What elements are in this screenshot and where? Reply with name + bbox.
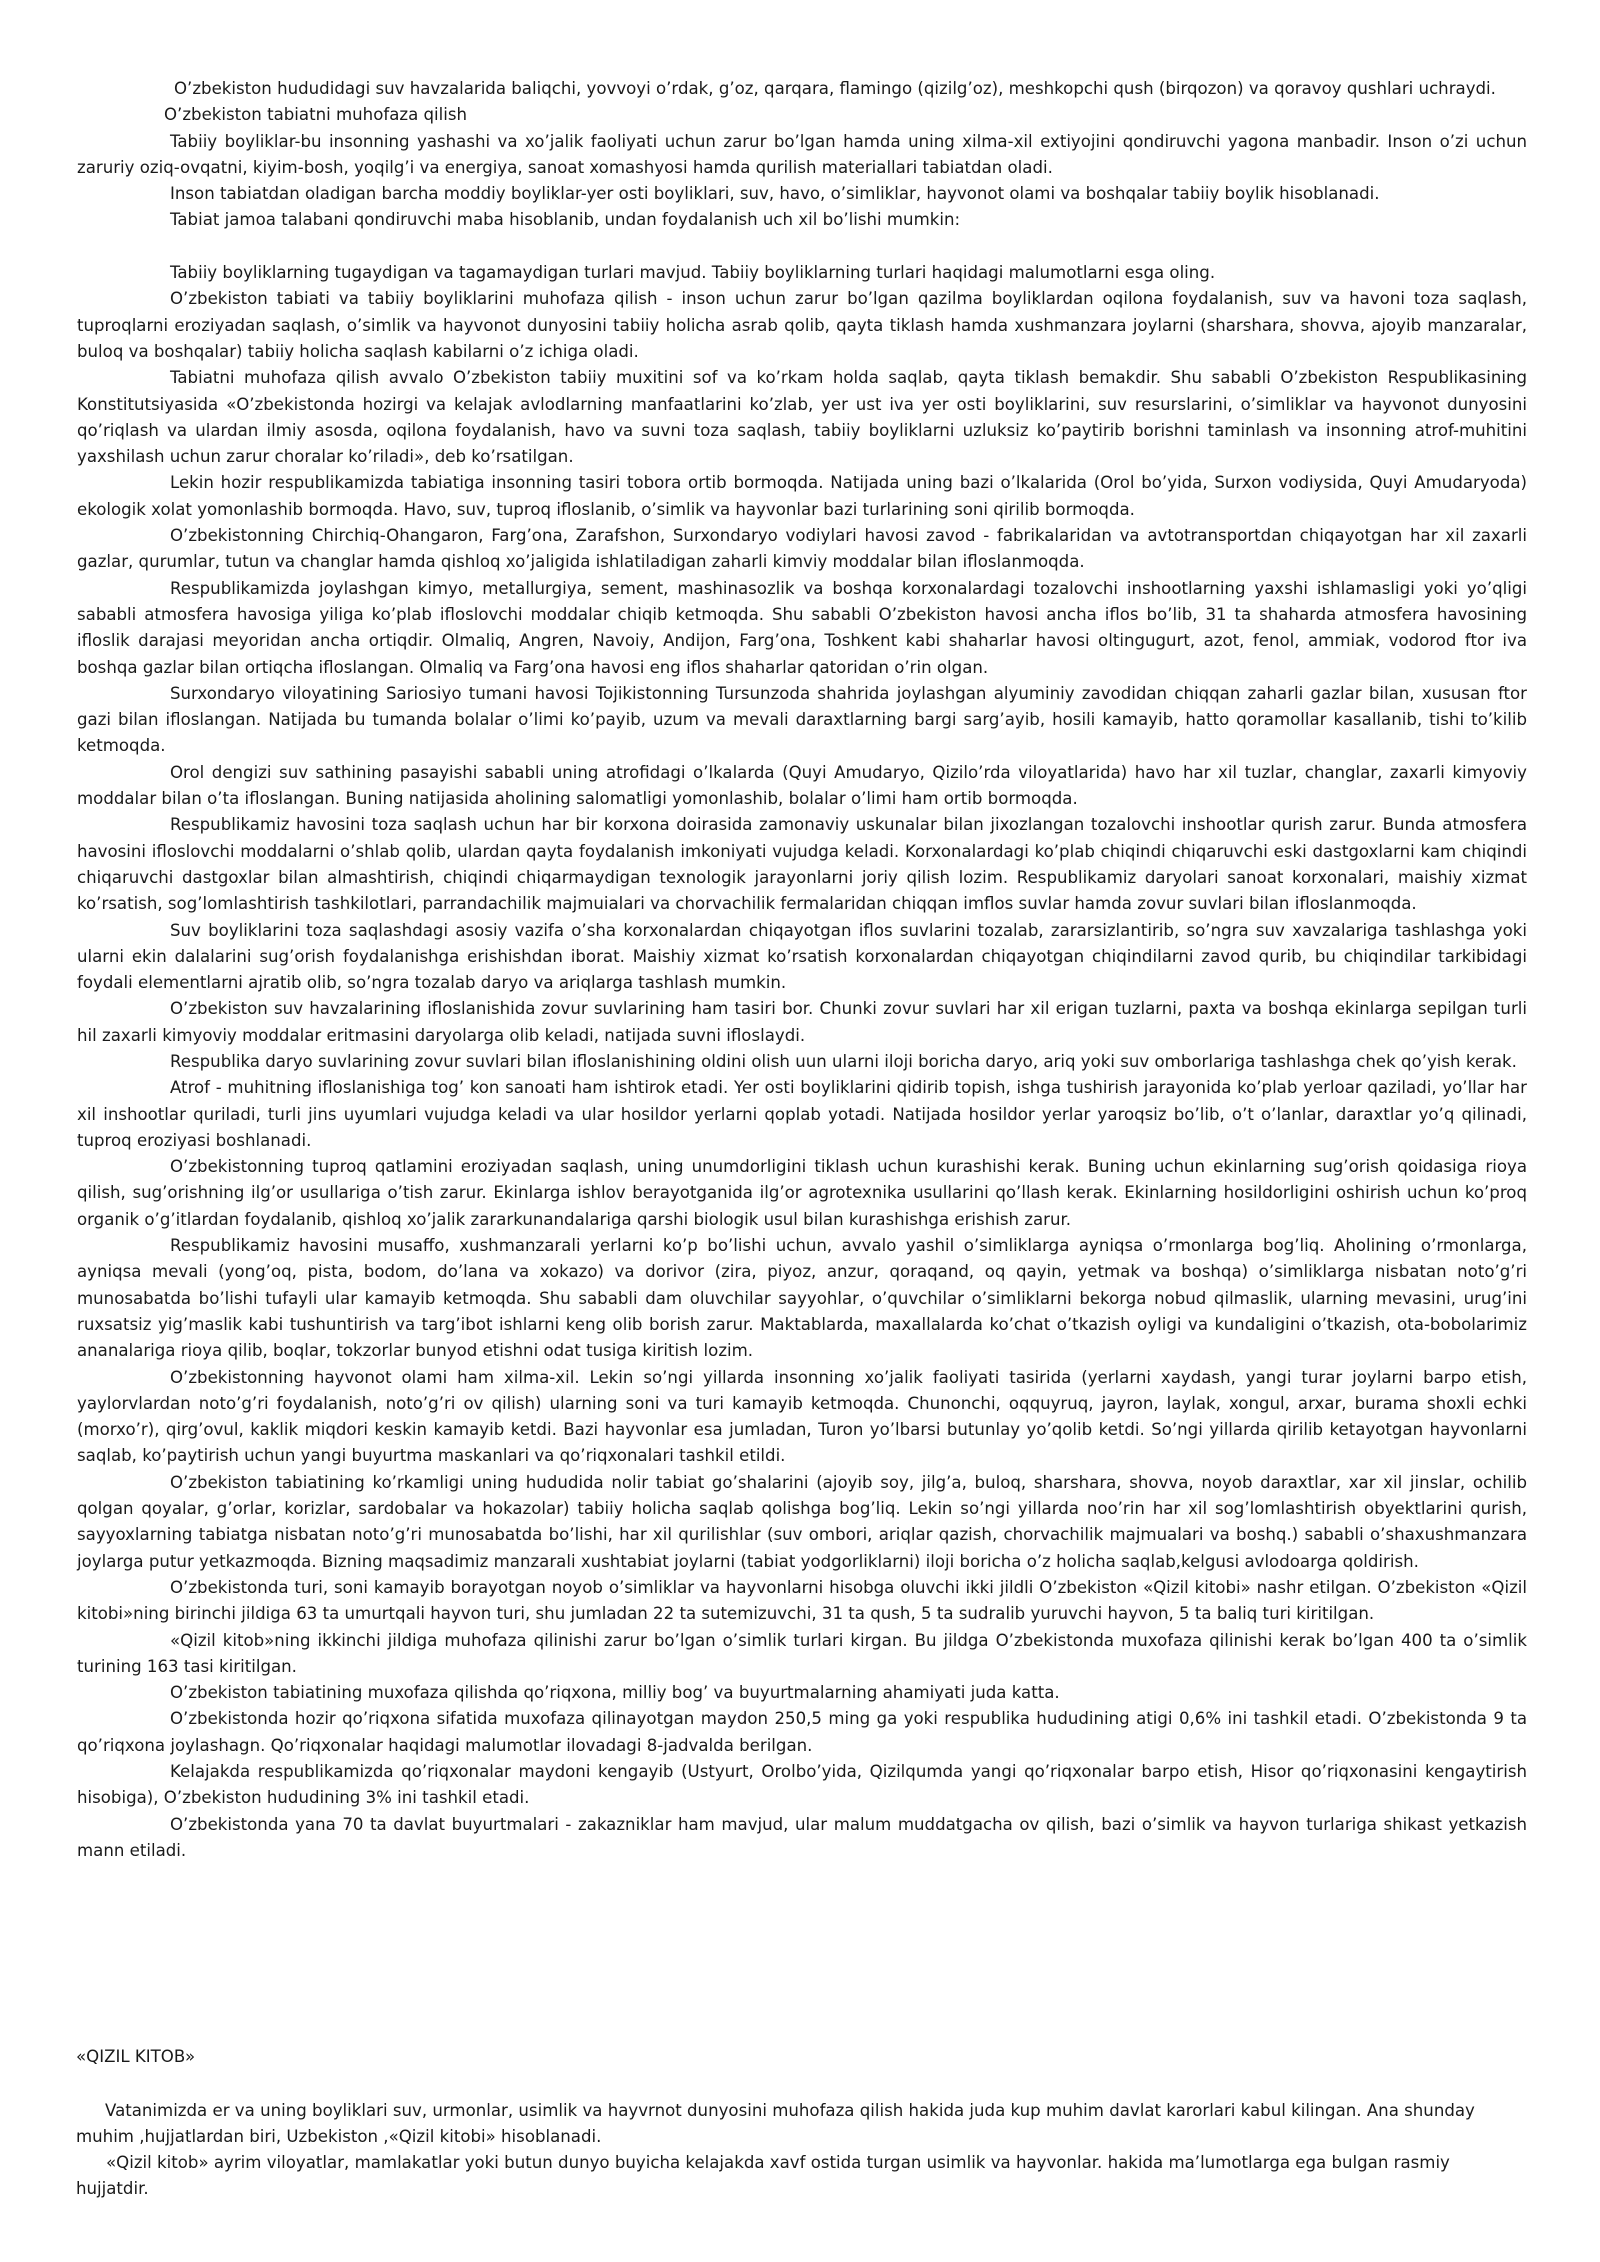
paragraph: Tabiiy boyliklar-bu insonning yashashi va xo’jalik faoliyati uchun zarur bo’lgan hamda uning xilma-xil extiyojini qondiruvchi yagona manbadir. Inson o’zi uchun zaruriy oziq-ovqatni, kiyim-bosh, yoqilg’i va energiya, sanoat xomashyosi hamda qurilish materiallari tabiatdan oladi.: [77, 131, 1527, 177]
paragraph: O’zbekistonning Chirchiq-Ohangaron, Farg’ona, Zarafshon, Surxondaryo vodiylari havosi zavod - fabrikalaridan va avtotransportdan chiqayotgan har xil zaxarli gazlar, qurumlar, tutun va changlar hamda qishloq xo’jaligida ishlatiladigan zaharli kimviy moddalar bilan ifloslanmoqda.: [77, 526, 1527, 572]
paragraph: Kelajakda respublikamizda qo’riqxonalar maydoni kengayib (Ustyurt, Orolbo’yida, Qizilqumda yangi qo’riqxonalar barpo etish, Hisor qo’riqxonasini kengaytirish hisobiga), O’zbekiston hududining 3% ini tashkil etadi.: [77, 1762, 1527, 1808]
paragraph: Tabiatni muhofaza qilish avvalo O’zbekiston tabiiy muxitini sof va ko’rkam holda saqlab, qayta tiklash bemakdir. Shu sababli O’zbekiston Respublikasining Konstitutsiyasida «O’zbekistonda hozirgi va kelajak avlodlarning manfaatlarini ko’zlab, yer ust iva yer osti boyliklarini, suv resurslarini, o’simliklar va hayvonot dunyosini qo’riqlash va ulardan ilmiy asosda, oqilona foydalanish, havo va suvni toza saqlash, tabiiy boyliklarni uzluksiz ko’paytirib borishni taminlash va insonning atrof-muhitini yaxshilash uchun zarur choralar ko’riladi», deb ko’rsatilgan.: [77, 368, 1527, 467]
paragraph: O’zbekistonda turi, soni kamayib borayotgan noyob o’simliklar va hayvonlarni hisobga oluvchi ikki jildli O’zbekiston «Qizil kitobi» nashr etilgan. O’zbekiston «Qizil kitobi»ning birinchi jildiga 63 ta umurtqali hayvon turi, shu jumladan 22 ta sutemizuvchi, 31 ta qush, 5 ta sudralib yuruvchi hayvon, 5 ta baliq turi kiritilgan.: [77, 1577, 1527, 1624]
paragraph: Orol dengizi suv sathining pasayishi sababli uning atrofidagi o’lkalarda (Quyi Amudaryo, Qizilo’rda viloyatlarida) havo har xil tuzlar, changlar, zaxarli kimyoviy moddalar bilan o’ta ifloslangan. Buning natijasida aholining salomatligi yomonlashib, bolalar o’limi ham ortib bormoqda.: [77, 762, 1527, 809]
blank-line: [77, 234, 1527, 260]
paragraph: Respublikamiz havosini musaffo, xushmanzarali yerlarni ko’p bo’lishi uchun, avvalo yashil o’simliklarga ayniqsa o’rmonlarga bog’liq. Aholining o’rmonlarga, ayniqsa mevali (yong’oq, pista, bodom, do’lana va xokazo) va dorivor (zira, piyoz, anzur, qoraqand, oq qayin, yetmak va boshqa) o’simliklarga nisbatan noto’g’ri munosabatda bo’lishi tufayli ular kamayib ketmoqda. Shu sababli dam oluvchilar sayyohlar, o’quvchilar o’simliklarni bekorga nobud qilmaslik, ularning mevasini, urug’ini ruxsatsiz yig’maslik kabi tushuntirish va targ’ibot ishlarni keng olib borish zarur. Maktablarda, maxallalarda ko’chat o’tkazish oyligi va kundaligini o’tkazish, ota-bobolarimiz ananalariga rioya qilib, boqlar, tokzorlar bunyod etishni odat tusiga kiritish lozim.: [77, 1236, 1527, 1361]
paragraph: O’zbekistonda hozir qo’riqxona sifatida muxofaza qilinayotgan maydon 250,5 ming ga yoki respublika hududining atigi 0,6% ini tashkil etadi. O’zbekistonda 9 ta qo’riqxona joylashagn. Qo’riqxonalar haqidagi malumotlar ilovadagi 8-jadvalda berilgan.: [77, 1709, 1527, 1755]
paragraph: «Qizil kitob» ayrim viloyatlar, mamlakatlar yoki butun dunyo buyicha kelajakda xavf ostida turgan usimlik va hayvonlar. hakida ma’lumotlarga ega bulgan rasmiy hujjatdir.: [76, 2153, 1450, 2198]
paragraph: Respublikamizda joylashgan kimyo, metallurgiya, sement, mashinasozlik va boshqa korxonalardagi tozalovchi inshootlarning yaxshi ishlamasligi yoki yo’qligi sababli atmosfera havosiga yiliga ko’plab ifloslovchi moddalar chiqib ketmoqda. Shu sababli O’zbekiston havosi ancha iflos bo’lib, 31 ta shaharda atmosfera havosining ifloslik darajasi meyoridan ancha ortiqdir. Olmaliq, Angren, Navoiy, Andijon, Farg’ona, Toshkent kabi shaharlar havosi oltingugurt, azot, fenol, ammiak, vodorod ftor iva boshqa gazlar bilan ortiqcha ifloslangan. Olmaliq va Farg’ona havosi eng iflos shaharlar qatoridan o’rin olgan.: [77, 578, 1527, 677]
paragraph: Surxondaryo viloyatining Sariosiyo tumani havosi Tojikistonning Tursunzoda shahrida joylashgan alyuminiy zavodidan chiqqan zaharli gazlar bilan, xususan ftor gazi bilan ifloslangan. Natijada bu tumanda bolalar o’limi ko’payib, uzum va mevali daraxtlarning bargi sarg’ayib, hosili kamayib, hatto qoramollar kasallanib, tishi to’kilib ketmoqda.: [77, 683, 1527, 756]
paragraph: O’zbekistonda yana 70 ta davlat buyurtmalari - zakazniklar ham mavjud, ular malum muddatgacha ov qilish, bazi o’simlik va hayvon turlariga shikast yetkazish mann etiladi.: [77, 1814, 1527, 1860]
paragraph: O’zbekiston tabiati va tabiiy boyliklarini muhofaza qilish - inson uchun zarur bo’lgan qazilma boyliklardan oqilona foydalanish, suv va havoni toza saqlash, tuproqlarni eroziyadan saqlash, o’simlik va hayvonot dunyosini tabiiy holicha asrab qolib, qayta tiklash hamda xushmanzara joylarni (sharshara, shovva, ajoyib manzaralar, buloq va boshqalar) tabiiy holicha saqlash kabilarni o’z ichiga oladi.: [77, 289, 1527, 361]
paragraph: Tabiiy boyliklarning tugaydigan va tagamaydigan turlari mavjud. Tabiiy boyliklarning turlari haqidagi malumotlarni esga oling.: [170, 263, 1216, 283]
paragraph: O’zbekiston tabiatining ko’rkamligi uning hududida nolir tabiat go’shalarini (ajoyib soy, jilg’a, buloq, sharshara, shovva, noyob daraxtlar, xar xil jinslar, ochilib qolgan qoyalar, g’orlar, korizlar, sardobalar va hokazolar) tabiiy holicha saqlab qolishga bog’liq. Lekin so’ngi yillarda noo’rin har xil sog’lomlashtirish obyektlarini qurish, sayyoxlarning tabiatga nisbatan noto’g’ri munosabatda bo’lishi, har xil qurilishlar (suv ombori, ariqlar qazish, chorvachilik majmualari va boshq.) sababli o’shaxushmanzara joylarga putur yetkazmoqda. Bizning maqsadimiz manzarali xushtabiat joylarni (tabiat yodgorliklarni) iloji boricha o’z holicha saqlab,kelgusi avlodoarga qoldirish.: [77, 1472, 1527, 1571]
paragraph: Vatanimizda er va uning boyliklari suv, urmonlar, usimlik va hayvrnot dunyosini muhofaza qilish hakida juda kup muhim davlat karorlari kabul kilingan. Ana shunday muhim ,hujjatlardan biri, Uzbekiston ,«Qizil kitobi» hisoblanadi.: [76, 2101, 1475, 2146]
paragraph: Respublikamiz havosini toza saqlash uchun har bir korxona doirasida zamonaviy uskunalar bilan jixozlangan tozalovchi inshootlar qurish zarur. Bunda atmosfera havosini ifloslovchi moddalarni o’shlab qolib, ulardan qayta foydalanish imkoniyati vujudga keladi. Korxonalardagi ko’plab chiqindi chiqaruvchi eski dastgoxlarni kam chiqindi chiqaruvchi dastgoxlar bilan almashtirish, chiqindi chiqarmaydigan texnologik jarayonlarni joriy qilish lozim. Respublikamiz daryolari sanoat korxonalari, maishiy xizmat ko’rsatish, sog’lomlashtirish tashkilotlari, parrandachilik majmuialari va chorvachilik fermalaridan chiqqan imflos suvlar hamda zovur suvlari bilan ifloslanmoqda.: [77, 815, 1527, 914]
paragraph: O’zbekiston tabiatining muxofaza qilishda qo’riqxona, milliy bog’ va buyurtmalarning ahamiyati juda katta.: [170, 1683, 1060, 1703]
paragraph: Tabiat jamoa talabani qondiruvchi maba hisoblanib, undan foydalanish uch xil bo’lishi mumkin:: [170, 210, 961, 230]
paragraph: O’zbekistonning tuproq qatlamini eroziyadan saqlash, uning unumdorligini tiklash uchun kurashishi kerak. Buning uchun ekinlarning sug’orish qoidasiga rioya qilish, sug’orishning ilg’or usullariga o’tish zarur. Ekinlarga ishlov berayotganida ilg’or agrotexnika usullarini qo’llash kerak. Ekinlarning hosildorligini oshirish uchun ko’proq organik o’g’itlardan foydalanib, qishloq xo’jalik zararkunandalariga qarshi biologik usul bilan kurashishga erishish zarur.: [77, 1157, 1527, 1229]
qizil-kitob-section: [76, 2098, 1516, 2202]
qizil-kitob-heading: «QIZIL KITOB»: [76, 2047, 196, 2066]
intro-paragraph: O’zbekiston hududidagi suv havzalarida baliqchi, yovvoyi o’rdak, g’oz, qarqara, flamingo (qizilg’oz), meshkopchi qush (birqozon) va qoravoy qushlari uchraydi.: [174, 79, 1496, 98]
paragraph: «Qizil kitob»ning ikkinchi jildiga muhofaza qilinishi zarur bo’lgan o’simlik turlari kirgan. Bu jildga O’zbekistonda muxofaza qilinishi kerak bo’lgan 400 ta o’simlik turining 163 tasi kiritilgan.: [77, 1630, 1527, 1676]
paragraph: Suv boyliklarini toza saqlashdagi asosiy vazifa o’sha korxonalardan chiqayotgan iflos suvlarini tozalab, zararsizlantirib, so’ngra suv xavzalariga tashlashga yoki ularni ekin dalalarini sug’orish foydalanishga erishishdan iborat. Maishiy xizmat ko’rsatish korxonalardan chiqayotgan chiqindilarni zavod qurib, bu chiqindilar tarkibidagi foydali elementlarni ajratib olib, so’ngra tozalab daryo va ariqlarga tashlash mumkin.: [77, 920, 1527, 993]
paragraph: O’zbekiston suv havzalarining ifloslanishida zovur suvlarining ham tasiri bor. Chunki zovur suvlari har xil erigan tuzlarni, paxta va boshqa ekinlarga sepilgan turli hil zaxarli kimyoviy moddalar eritmasini daryolarga olib keladi, natijada suvni ifloslaydi.: [77, 999, 1527, 1045]
paragraph: Lekin hozir respublikamizda tabiatiga insonning tasiri tobora ortib bormoqda. Natijada uning bazi o’lkalarida (Orol bo’yida, Surxon vodiysida, Quyi Amudaryoda) ekologik xolat yomonlashib bormoqda. Havo, suv, tuproq ifloslanib, o’simlik va hayvonlar bazi turlarining soni qirilib bormoqda.: [77, 473, 1527, 519]
paragraph: Atrof - muhitning ifloslanishiga tog’ kon sanoati ham ishtirok etadi. Yer osti boyliklarini qidirib topish, ishga tushirish jarayonida ko’plab yerloar qaziladi, yo’llar har xil inshootlar quriladi, turli jins uyumlari vujudga keladi va ular hosildor yerlarni qoplab yotadi. Natijada hosildor yerlar yaroqsiz bo’lib, o’t o’lanlar, daraxtlar yo’q qilinadi, tuproq eroziyasi boshlanadi.: [77, 1078, 1527, 1150]
section-heading: O’zbekiston tabiatni muhofaza qilish: [164, 105, 468, 125]
paragraph: Inson tabiatdan oladigan barcha moddiy boyliklar-yer osti boyliklari, suv, havo, o’simliklar, hayvonot olami va boshqalar tabiiy boylik hisoblanadi.: [170, 184, 1380, 204]
paragraph: O’zbekistonning hayvonot olami ham xilma-xil. Lekin so’ngi yillarda insonning xo’jalik faoliyati tasirida (yerlarni xaydash, yangi turar joylarni barpo etish, yaylorvlardan noto’g’ri foydalanish, noto’g’ri ov qilish) ularning soni va turi kamayib ketmoqda. Chunonchi, oqquyruq, jayron, laylak, xongul, arxar, burama shoxli echki (morxo’r), qirg’ovul, kaklik miqdori keskin kamayib ketdi. Bazi hayvonlar esa jumladan, Turon yo’lbarsi butunlay yo’qolib ketdi. So’ngi yillarda qirilib ketayotgan hayvonlarni saqlab, ko’paytirish uchun yangi buyurtma maskanlari va qo’riqxonalari tashkil etildi.: [77, 1367, 1527, 1466]
main-text-body: [77, 76, 1527, 1864]
paragraph: Respublika daryo suvlarining zovur suvlari bilan ifloslanishining oldini olish uun ularni iloji boricha daryo, ariq yoki suv omborlariga tashlashga chek qo’yish kerak.: [170, 1051, 1517, 1071]
